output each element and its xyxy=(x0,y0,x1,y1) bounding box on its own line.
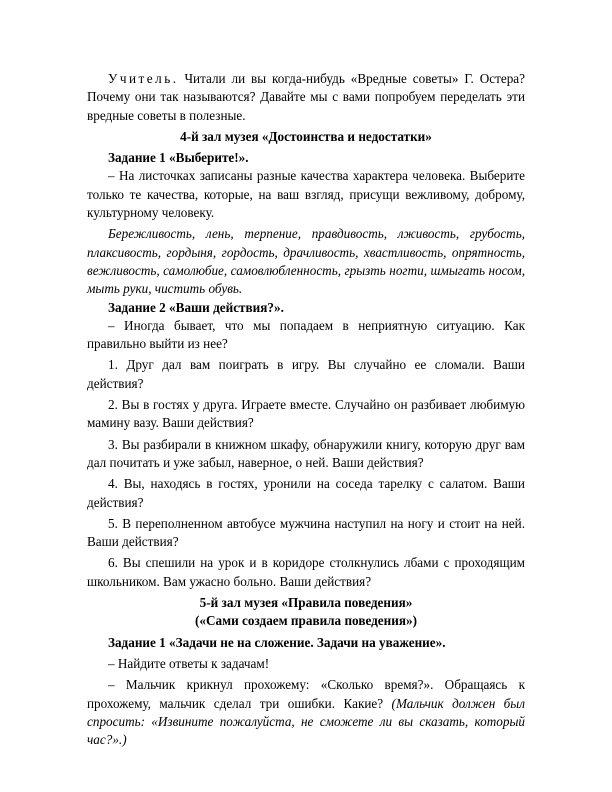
intro-paragraph xyxy=(87,70,525,125)
situation-item: 6. Вы спешили на урок и в коридоре столкнулись лбами с проходящим школьником. Вам ужасно больно. Ваши действия? xyxy=(87,555,525,589)
situation-item: 5. В переполненном автобусе мужчина наступил на ногу и стоит на ней. Ваши действия? xyxy=(87,515,525,550)
hall4-title: 4-й зал музея «Достоинства и недостатки» xyxy=(180,128,432,144)
situation-item: 1. Друг дал вам поиграть в игру. Вы случайно ее сломали. Ваши действия? xyxy=(87,357,525,391)
document-page xyxy=(87,70,525,749)
hall5-task1-line1: – Найдите ответы к задачам! xyxy=(108,655,270,671)
situation-item: 4. Вы, находясь в гостях, уронили на соседа тарелку с салатом. Ваши действия? xyxy=(87,476,525,510)
hall4-task2-intro: – Иногда бывает, что мы попадаем в неприятную ситуацию. Как правильно выйти из нее? xyxy=(87,317,525,352)
hall5-subtitle: («Сами создаем правила поведения») xyxy=(195,613,417,629)
problem-answer: (Мальчик должен был спросить: «Извините пожалуйста, не сможете ли вы сказать, который час?».) xyxy=(87,695,525,748)
hall4-task1-text: – На листочках записаны разные качества характера человека. Выберите только те качества, которые, на ваш взгляд, присущи вежливому, доброму, культурному человеку. xyxy=(87,168,525,221)
qualities-list: Бережливость, лень, терпение, правдивость, лживость, грубость, плаксивость, гордыня, гордость, драчливость, хвастливость, опрятность, вежливость, самолюбие, самовлюбленность, грызть ногти, шмыгать носом, мыть руки, чистить обувь. xyxy=(87,226,525,297)
hall5-title: 5-й зал музея «Правила поведения» xyxy=(199,595,413,611)
hall4-task1-title: Задание 1 «Выберите!». xyxy=(108,150,249,166)
situation-item: 3. Вы разбирали в книжном шкафу, обнаружили книгу, которую друг вам дал почитать и уже забыл, наверное, о ней. Ваши действия? xyxy=(87,436,525,470)
intro-text: Читали ли вы когда-нибудь «Вредные советы» Г. Остера? Почему они так называются? Давайте мы с вами попробуем переделать эти вредные советы в полезные. xyxy=(87,71,525,123)
situation-item: 2. Вы в гостях у друга. Играете вместе. Случайно он разбивает любимую мамину вазу. Ваши действия? xyxy=(87,397,525,431)
hall5-task1-title: Задание 1 «Задачи не на сложение. Задачи на уважение». xyxy=(108,634,446,650)
hall5-problem xyxy=(87,676,525,749)
problem-text: – Мальчик крикнул прохожему: «Сколько время?». Обращаясь к прохожему, мальчик сделал три ошибки. Какие? xyxy=(87,677,525,711)
hall4-task2-title: Задание 2 «Ваши действия?». xyxy=(108,299,284,315)
speaker-label: Учитель. xyxy=(108,71,179,86)
